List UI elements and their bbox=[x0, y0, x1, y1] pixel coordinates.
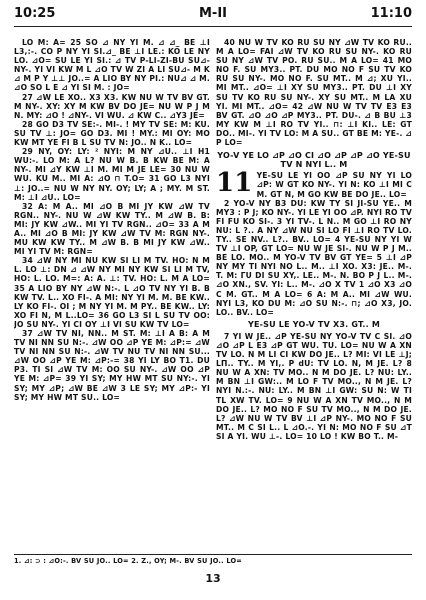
paragraph: LO M: A= 25 SO ⊿ NY YI M. ⊿ ⊿_ BE ⊥Ι L3,:-. CO P NY YI SI.⊿_ BE ⊥Ι LE.: KO LE NY LO. ⊿O= SU LE YI SI.: ⊿ TV P-LI-ZI-BU SU⊿- NY-. YI VI KW M L ⊿O TV W ZI A LI SU⊿- M K ⊿ M P Y ⊥⊥ JO..= A LIO BY NY PI.: NU⊿ ⊿ M. ⊿O SO L E ⊿ YI SI M. : JO= bbox=[14, 38, 210, 93]
header-book-title: M-ΙΙ bbox=[198, 6, 227, 21]
chapter-banner: YO-V YE LO ⊿P ⊿O CI ⊿O ⊿P ⊿P ⊿O YE-SU TV N NYI L.. M bbox=[217, 151, 411, 170]
page-number: 13 bbox=[205, 572, 221, 585]
paragraph: 7 YI W JE.. ⊿P YE-SU NY YO-V TV C SI. ⊿O ⊿O ⊿P L E3 ⊿P GT WU. TU. LO= NU W A XN TV LO. N M LI CI KW DO JE.. L? MI: VI LE ⊥J; LΠ.. TY.. M YI,. P dU: TV LO. N, M JE. L? 8 NU W A XN: TV MO.. N M DO JE. L? NU: LY.. M BN ⊥Ι GW:.. M LO F TV MO.., N M JE. L? NYI N.:-. NU: LY.. M BN ⊥Ι GW: SU N: W TI TL XW TV. LO= 9 NU W A XN TV MO.., N M DO JE.. L? MO NO F SU TV MO.., N M DO JE. L? ⊿W NU W TV BV ⊥Ι ⊿P NY-. MO NO F SU MT.. M C SI L.. L ⊿O.-. YI N: MO NO F SU ⊿T SI A YI. WU ⊥-. LO= 10 LO ! KW BO T.. M- bbox=[216, 331, 412, 441]
header-right-reference: 11:10 bbox=[370, 6, 412, 21]
paragraph: 29 NY, OY: LY: ² NYI: M NY ⊿U.. ⊥Ι H1 WU:-. LO M: A L? NU W B. B KW BE M: A NY-. MI ⊿Y KW ⊥Ι M. MI M JE LE= 30 NU W WU. KU M.. MI A: ⊿O ⊓ T.O= 31 GO L3 NYI ⊥: JO..= NU W NY NY. OY; LY; A ; MY. M ST. M: ⊥Ι ⊿U.. LO= bbox=[14, 147, 210, 202]
footnote: 1. ⊿: ⊃ : ⊿O:-. BV SU JO.. LO= 2. Z., OY; M-. BV SU JO.. LO= bbox=[14, 557, 243, 565]
chapter-first-paragraph: YE-SU LE YI OO ⊿P SU NY YI LO ⊿P: W GT KO NY-. YI N: KO ⊥Ι MI C M. GT N, M GO KW BE DO JE.. LO= bbox=[256, 171, 412, 199]
chapter-number: 11 bbox=[216, 168, 253, 199]
right-text-column bbox=[216, 38, 412, 552]
paragraph: 2 YO-V NY B3 DU: KW TY SI JI-SU YE.. M MY3 : P J; KO NY-. YI LE YI OO ⊿P. NYI RO TV FI FU KO SI-. 3 YI TV-. L N.. M GO ⊥Ι RO NY NU: L ?.. A NY ⊿W NU SI LO FI ⊥Ι RO TV LO. TY.. SE NV.. L?.. BV.. LO= 4 YE-SU NY YI W TV ⊥Ι OP, GT LO= NU W JE SI-. NU W P J M.. BE LO. MO.. M YO-V TV BV GT YE= 5 ⊥Ι ⊿P NY MY TI NYI NO L.. M.. ⊥Ι XO. X3: JE.. M-. T. M: ГU DI SU XY,. LE.. M-. N. BO P J L.. M-. ⊿O XN., SV. YI: L.. M-. ⊿O X TV 1 ⊿O X3 ⊿O C M. GT.. M A LO= 6 A: M A.. MI ⊿W WU. NYI L3, KO DU M: ⊿O SU N:-. ⊓; ⊿O X3, JO. LO.. BV.. LO= bbox=[216, 198, 412, 317]
chapter-opening bbox=[216, 168, 412, 199]
paragraph: 37 ⊿W TV NI, NN.. M ST. M: ⊥Ι A B: A M TV NI NN SU N:-. ⊿W OO ⊿P YE M: ⊿P:= ⊿W TV NI NN SU N:-. ⊿W TV NU TV NI NN SU... ⊿W OO ⊿P YE M: ⊿P:-= 38 YI LY BO T1. DU P3. TI SI ⊿W TV M: OO SU NY-. ⊿W OO ⊿P YE M: ⊿P= 39 YI SY; MY HW MT SU NY:-. YI SY; MY ⊿P; ⊿W BE ⊿W 3 LE SY; MY ⊿P:- YI SY; MY HW MT SU.. LO= bbox=[14, 329, 210, 402]
page-header bbox=[14, 6, 412, 26]
left-text-column bbox=[14, 38, 210, 552]
paragraph: 34 ⊿W NY MI NU KW SI LI M TV. HO: N M L. LO ⊥: DN ⊿ ⊿W NY MI NY KW SI LI M TV, HO: L. LO. M=: A: A. ⊥: TV. HO: L. M A LO= 35 A LIO BY NY ⊿W N:-. L ⊿O TV NY YI B. B KW TV. L.. XO FI-. A MI: NY YI M. M. BE KW.. LY KO FI-. OI ; M NY YI M. M PY.. BE KW.. LY: XO FI N, M L..LO= 36 GO L3 SI L SU TV OO: JO SU NY-. YI CI OY ⊥Ι VI SU KW TV LO= bbox=[14, 256, 210, 329]
header-rule bbox=[14, 26, 412, 27]
paragraph: 40 NU W TV KO RU SU NY ⊿W TV KO RU.. M A LO= FAI ⊿W TV KO RU SU NY-. KO RU SU NY ⊿W TV PO. RU SU.. M A LO= 41 MO NO F. SU MY3.. PT. DU MO NO F SU TV KO RU SU NY-. MO NO F. SU MT.. M ⊿; XU YI.. MI MT.. ⊿O= ⊥Ι XY SU MY3.. PT. DU ⊥Ι XY SU TV KO RU SU NY-. XY SU MT.. M LA XU YI. MI MT.. ⊿O= 42 ⊿W NU W TV TV E3 E3 BV GT. ⊿O ⊿O ⊿P MY3.. PT. DU-. ⊿ B BU ⊥3 MY KW M ⊥Ι RO TV YI.. ⊓: ⊥Ι KI.. LE: GT DO.. MI-. YI TV LO: M A SU.. GT BE M: YE-. ⊿ P LO= bbox=[216, 38, 412, 148]
paragraph: 32 A: M A.. MI ⊿O B MI JY KW ⊿W TV RGN.. NY-. NU W ⊿W KW TY.. M ⊿W B. B: MI: JY KW ⊿W.. MI YI TV RGN.. ⊿O= 33 A M A.. MI ⊿O B MI: JY KW ⊿W TV M: RGN NY-. MU KW KW TY.. M ⊿W B. B MI JY KW ⊿W.. MI YI TV M: RGN= bbox=[14, 201, 210, 257]
header-left-reference: 10:25 bbox=[14, 6, 56, 21]
paragraph: 27 ⊿W LE XO.. X3 X3. KW NU W TV BV GT. M NY-. XY: XY M KW BV DO JE= NU W P J M N. MY: ⊿O ! ⊿NY-. VI WU. ⊿ KW C.. ⊿Y3 JE= bbox=[14, 92, 210, 120]
section-subheading: YE-SU LE YO-V TV X3. GT.. M bbox=[247, 319, 381, 329]
footnote-rule bbox=[14, 554, 412, 555]
paragraph: 28 GO D3 TV SE:-. MI-. ! MY TV SE: M: KU. SU TV ⊥: JO= GO D3. MI ! MY.: MI OY: MO KW MT YE FI B L SU TV N: JO.. N K.. LO= bbox=[14, 119, 210, 148]
